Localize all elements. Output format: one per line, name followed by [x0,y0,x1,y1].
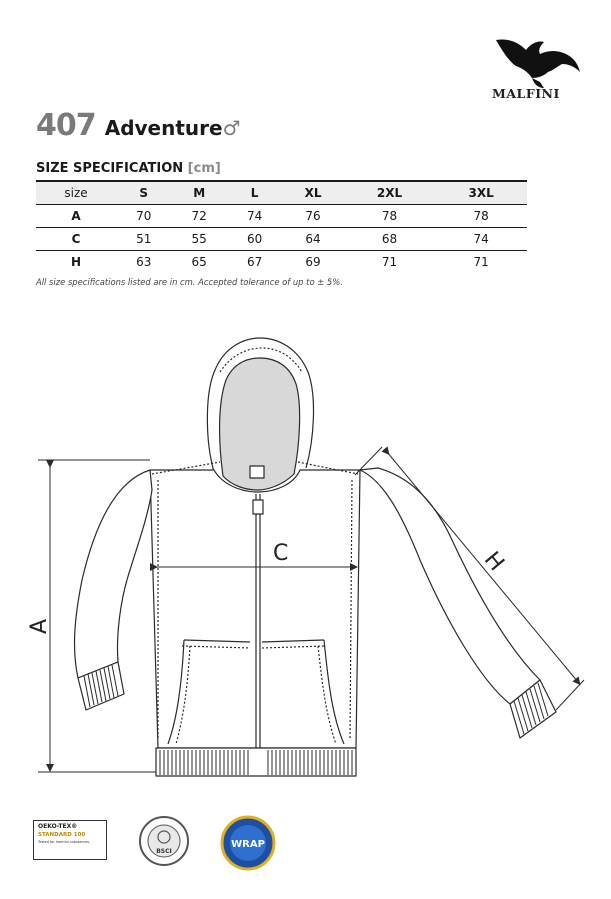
table-cell: 60 [227,228,282,251]
header-cell: size [36,181,116,205]
table-cell: 55 [171,228,226,251]
product-name: Adventure [104,116,223,140]
product-title [36,108,241,148]
header-cell: XL [282,181,343,205]
table-cell: 65 [191,255,207,269]
size-table-header [36,181,527,205]
row-label: C [36,228,116,251]
size-table [36,180,527,273]
size-spec-unit: [cm] [187,161,221,176]
table-cell: 78 [344,205,436,228]
table-row [36,205,527,228]
hoodie-drawing [0,330,611,800]
gender-symbol: ♂ [222,116,241,140]
wrap-seal-icon [220,815,276,871]
table-cell: 74 [435,228,527,251]
table-cell: 63 [136,255,152,269]
table-cell: 68 [344,228,436,251]
size-spec-title [36,161,221,176]
wrap-badge [220,815,276,871]
header-cell: S [116,181,171,205]
brand-name: MALFINI [492,86,560,101]
dimension-h-label: H [478,547,509,577]
table-row [36,251,527,274]
table-cell: 74 [227,205,282,228]
oeko-note: Tested for harmful substances. [38,840,91,844]
header-cell: 3XL [435,181,527,205]
hoodie-diagram [0,330,611,800]
row-label: A [36,205,116,228]
table-cell: 70 [116,205,171,228]
table-cell: 71 [381,255,398,269]
product-model: 407 [36,108,96,143]
dimension-a-label: A [27,618,52,634]
size-spec-label: SIZE SPECIFICATION [36,161,184,176]
bsci-seal-icon [138,815,190,867]
bsci-badge [138,815,190,867]
oeko-title: OEKO-TEX® [38,823,78,830]
table-cell: 72 [171,205,226,228]
eagle-icon [488,32,588,92]
header-cell: 2XL [344,181,436,205]
bsci-label: BSCI [156,848,172,855]
oeko-tex-badge [33,820,107,860]
table-cell: 64 [282,228,343,251]
table-cell: 78 [435,205,527,228]
table-row [36,228,527,251]
table-cell: 69 [305,255,321,269]
wrap-label: WRAP [231,839,265,850]
table-cell: 76 [282,205,343,228]
table-cell: 67 [246,255,263,269]
header-cell: L [227,181,282,205]
tolerance-note: All size specifications listed are in cm. Accepted tolerance of up to ± 5%. [36,277,343,287]
row-label: H [70,255,82,269]
oeko-standard: STANDARD 100 [38,832,86,838]
header-cell: M [171,181,226,205]
table-cell: 51 [116,228,171,251]
dimension-c-label: C [273,541,289,566]
table-cell: 71 [473,255,489,269]
